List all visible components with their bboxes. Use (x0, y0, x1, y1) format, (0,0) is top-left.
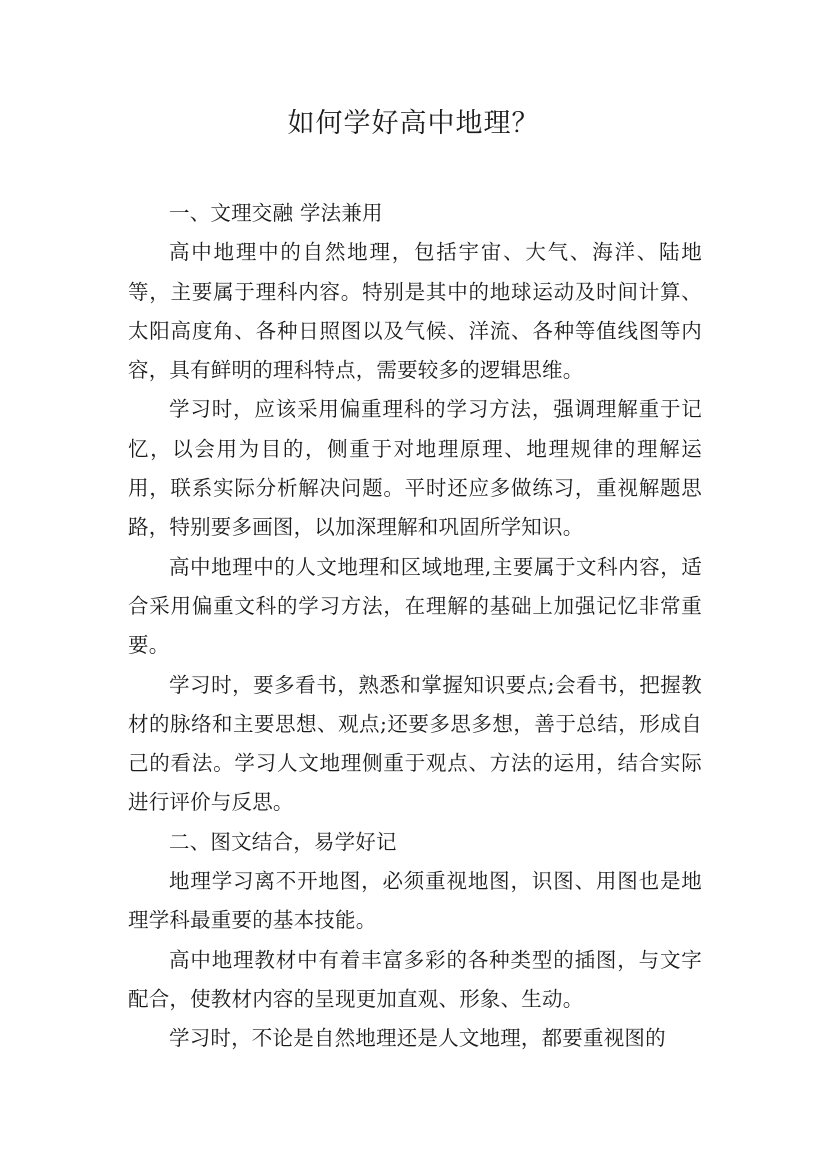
paragraph-2-3: 学习时，不论是自然地理还是人文地理，都要重视图的 (169, 1026, 666, 1051)
paragraph-2-2: 高中地理教材中有着丰富多彩的各种类型的插图，与文字配合，使教材内容的呈现更加直观、形象、生动。 (128, 947, 702, 1011)
paragraph-1-3: 高中地理中的人文地理和区域地理,主要属于文科内容，适合采用偏重文科的学习方法，在理解的基础上加强记忆非常重要。 (128, 554, 702, 658)
document-body (128, 194, 702, 1059)
section-heading-2: 二、图文结合，易学好记 (169, 829, 397, 854)
section-heading-1: 一、文理交融 学法兼用 (169, 201, 383, 225)
paragraph-2-1: 地理学习离不开地图，必须重视地图，识图、用图也是地理学科最重要的基本技能。 (128, 869, 702, 933)
paragraph-1-1: 高中地理中的自然地理，包括宇宙、大气、海洋、陆地等，主要属于理科内容。特别是其中的地球运动及时间计算、太阳高度角、各种日照图以及气候、洋流、各种等值线图等内容，具有鲜明的理科特点，需要较多的逻辑思维。 (128, 240, 702, 383)
paragraph-1-4: 学习时，要多看书，熟悉和掌握知识要点;会看书，把握教材的脉络和主要思想、观点;还要多思多想，善于总结，形成自己的看法。学习人文地理侧重于观点、方法的运用，结合实际进行评价与反思。 (128, 672, 702, 815)
paragraph-1-2: 学习时，应该采用偏重理科的学习方法，强调理解重于记忆，以会用为目的，侧重于对地理原理、地理规律的理解运用，联系实际分析解决问题。平时还应多做练习，重视解题思路，特别要多画图，以加深理解和巩固所学知识。 (128, 397, 702, 540)
page-title: 如何学好高中地理？ (287, 108, 540, 139)
